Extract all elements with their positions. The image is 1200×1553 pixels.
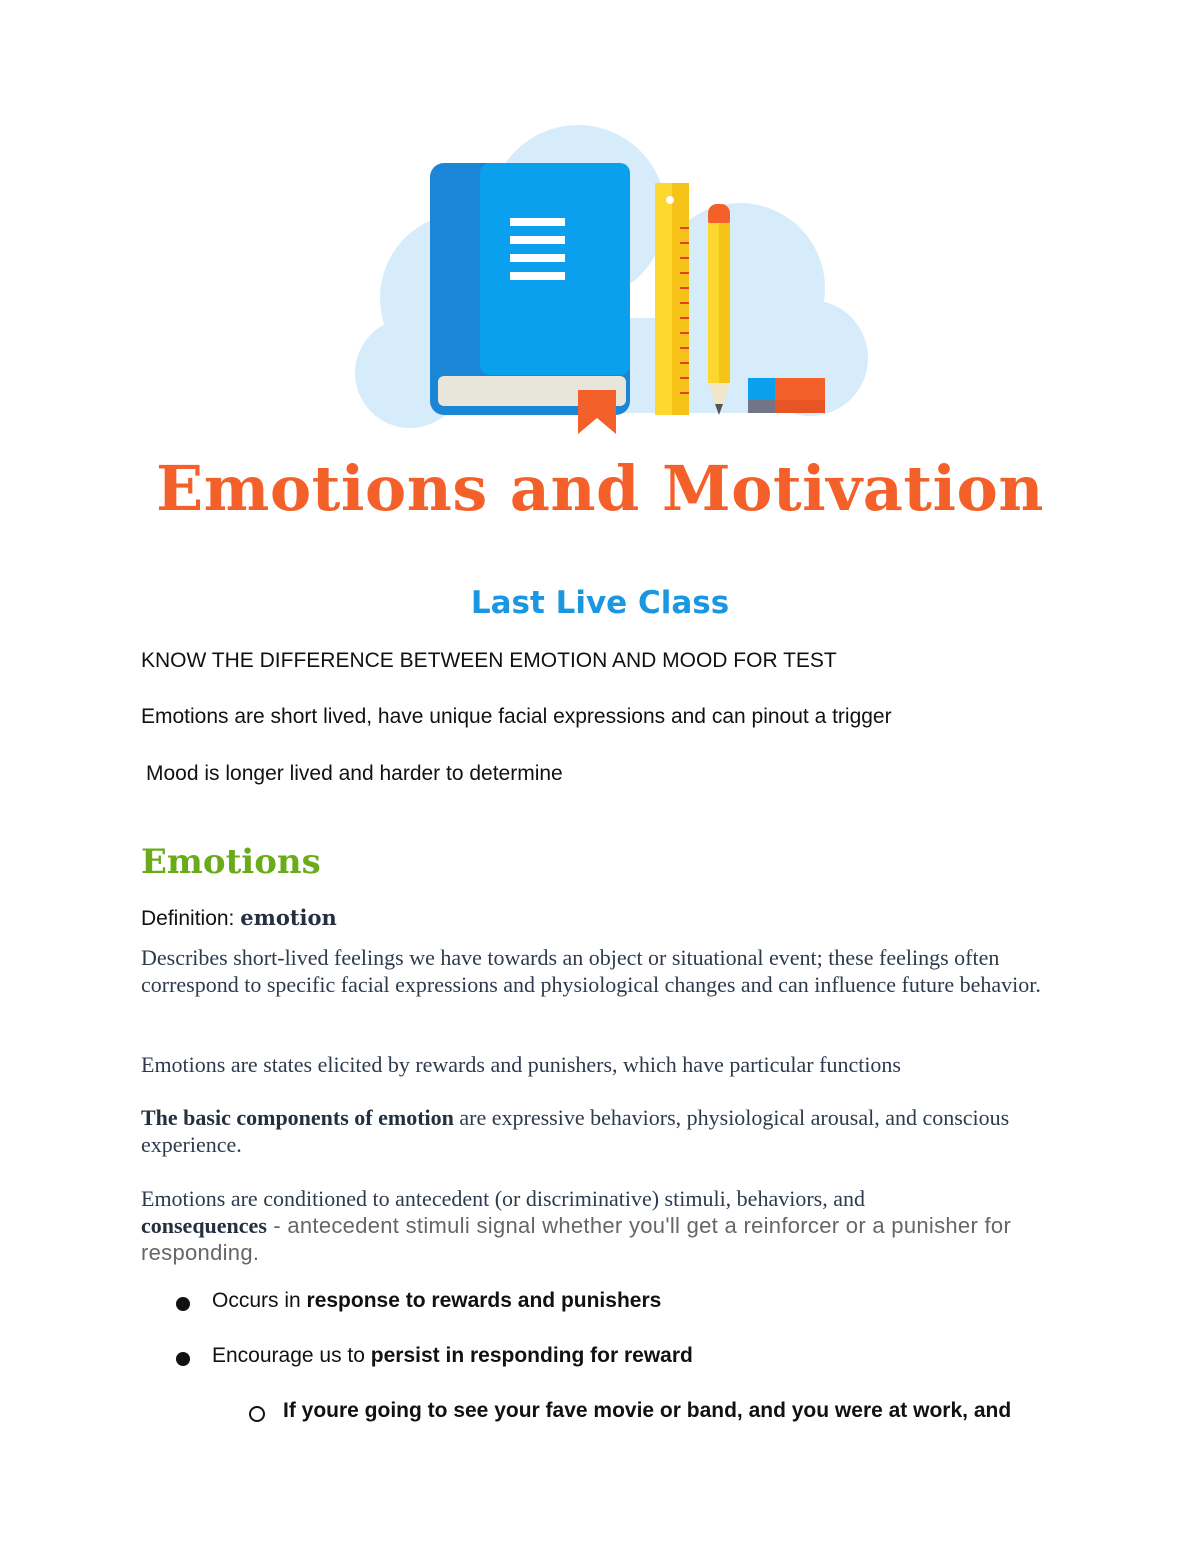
intro-line-3: Mood is longer lived and harder to determine (146, 762, 563, 785)
bullet-dot-icon (176, 1297, 190, 1311)
page-subtitle: Last Live Class (470, 585, 730, 621)
bullet-dot-icon (176, 1352, 190, 1366)
paragraph-components (141, 1104, 1071, 1158)
conditioning-a: Emotions are conditioned to antecedent (or discriminative) stimuli, behaviors, and (141, 1186, 865, 1211)
components-bold: The basic components of emotion (141, 1105, 454, 1130)
eraser-icon (748, 378, 825, 413)
components-rest: are expressive behaviors, physiological arousal, and conscious experience. (141, 1105, 1010, 1157)
intro-line-2: Emotions are short lived, have unique facial expressions and can pinout a trigger (141, 705, 892, 728)
bullet-1-bold: response to rewards and punishers (306, 1289, 662, 1312)
paragraph-functions: Emotions are states elicited by rewards and punishers, which have particular functions (141, 1052, 901, 1077)
bullet-2-bold: persist in responding for reward (370, 1344, 693, 1367)
ruler-icon (655, 183, 689, 415)
pencil-icon (708, 204, 730, 415)
definition-label: Definition: (141, 907, 235, 930)
page-title: Emotions and Motivation (155, 452, 1044, 525)
conditioning-consequences: consequences (141, 1213, 267, 1238)
bullet-1-pre: Occurs in (212, 1289, 307, 1312)
book-illustration (320, 118, 880, 448)
bullet-2-pre: Encourage us to (212, 1344, 371, 1367)
section-heading: Emotions (141, 842, 321, 882)
definition-text: Describes short-lived feelings we have towards an object or situational event; these feelings often correspond to specific facial expressions and physiological changes and can influence future behavior. (141, 945, 1041, 997)
definition-line (141, 905, 337, 931)
definition-term: emotion (240, 905, 337, 930)
conditioning-c: - antecedent stimuli signal whether you'll get a reinforcer or a punisher for responding. (141, 1213, 1012, 1265)
bullet-item-2 (212, 1344, 693, 1368)
bullet-circle-icon (249, 1406, 265, 1422)
bullet-item-1 (212, 1289, 661, 1313)
book-icon (430, 163, 630, 434)
intro-line-1: KNOW THE DIFFERENCE BETWEEN EMOTION AND MOOD FOR TEST (141, 649, 837, 672)
bullet-item-3: If youre going to see your fave movie or band, and you were at work, and (283, 1399, 1012, 1422)
paragraph-conditioning (141, 1185, 1071, 1266)
